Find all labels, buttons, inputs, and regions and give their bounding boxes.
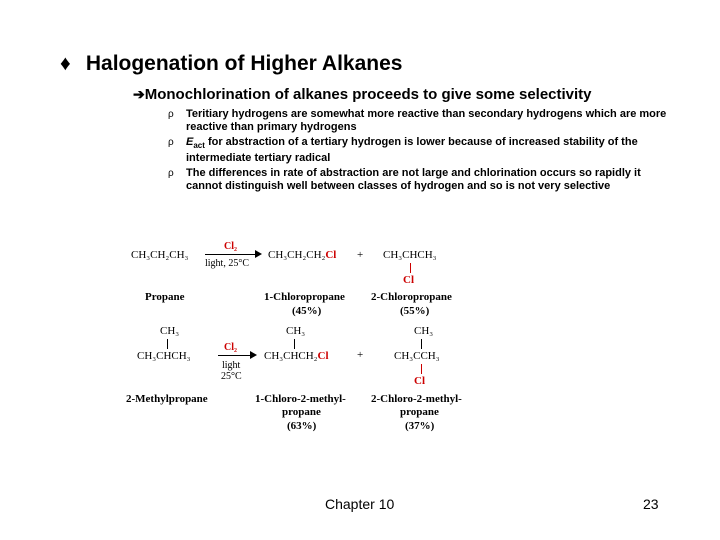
list-item: [168, 167, 668, 193]
diamond-bullet-icon: ♦: [60, 52, 71, 75]
chlorine-atom: Cl: [403, 274, 414, 286]
reagent-bottom: 25°C: [221, 371, 242, 382]
bullet-marker-icon: ρ: [168, 109, 174, 120]
product1-formula: [264, 350, 329, 362]
reaction-arrow-line: [218, 355, 250, 356]
bullet-text: The differences in rate of abstraction are not large and chlorination occurs so rapidly it cannot distinguish well between classes of hydrogen and so is not very selective: [186, 167, 641, 193]
product1-formula-text: CH₃CHCH₂: [264, 350, 318, 362]
bullet-text: Teritiary hydrogens are somewhat more reactive than secondary hydrogens which are more reactive than primary hydrogens: [186, 108, 667, 133]
bullet-marker-icon: ρ: [168, 168, 174, 180]
product1-formula-text: CH₃CH₂CH₂: [268, 249, 326, 261]
plus-sign: +: [357, 349, 364, 361]
chlorine-atom: Cl: [325, 249, 337, 261]
slide-title-text: Halogenation of Higher Alkanes: [85, 52, 403, 75]
bullet-marker-icon: ρ: [168, 137, 174, 148]
reactant-branch: CH₃: [160, 325, 180, 337]
reaction-arrowhead-icon: [255, 250, 262, 258]
reagent-top: Cl₂: [224, 342, 237, 353]
reaction-arrow-line: [205, 254, 255, 255]
bond-line: [167, 339, 168, 349]
reaction-arrowhead-icon: [250, 351, 257, 359]
bond-line: [410, 263, 411, 273]
footer-chapter: Chapter 10: [325, 496, 395, 512]
chlorine-atom: Cl: [317, 350, 329, 362]
bond-line: [421, 339, 422, 349]
product1-yield: (45%): [292, 305, 322, 317]
main-point: [133, 86, 592, 103]
reagent-bottom: light: [222, 360, 241, 371]
product2-branch: CH₃: [414, 325, 434, 337]
bullet-list: [168, 108, 668, 195]
plus-sign: +: [357, 249, 364, 261]
product1-yield: (63%): [287, 420, 317, 432]
product2-name: 2-Chloropropane: [371, 291, 452, 303]
product1-formula: [268, 249, 336, 261]
main-point-text: Monochlorination of alkanes proceeds to give some selectivity: [144, 86, 592, 103]
reactant-formula: CH₃CHCH₃: [137, 350, 191, 362]
product1-name: 1-Chloro-2-methyl-: [255, 393, 346, 405]
product2-name-line2: propane: [400, 406, 439, 418]
bond-line: [421, 364, 422, 374]
bond-line: [294, 339, 295, 349]
product2-formula: CH₃CHCH₃: [383, 249, 437, 261]
product2-yield: (55%): [400, 305, 430, 317]
bullet-text: for abstraction of a tertiary hydrogen is lower because of increased stability of the intermediate tertiary radical: [186, 136, 638, 165]
reactant-formula: CH₃CH₂CH₃: [131, 249, 189, 261]
reagent-top: Cl₂: [224, 241, 237, 252]
product2-formula: CH₃CCH₃: [394, 350, 440, 362]
list-item: [168, 136, 668, 165]
slide-title: [60, 52, 402, 76]
eact-symbol: E: [186, 136, 194, 148]
product2-yield: (37%): [405, 420, 435, 432]
footer-page-number: 23: [643, 496, 659, 512]
list-item: [168, 108, 668, 134]
product2-name: 2-Chloro-2-methyl-: [371, 393, 462, 405]
product1-branch: CH₃: [286, 325, 306, 337]
product1-name: 1-Chloropropane: [264, 291, 345, 303]
arrow-bullet-icon: ➔: [133, 86, 145, 102]
reactant-name: Propane: [145, 291, 185, 303]
reactant-name: 2-Methylpropane: [126, 393, 208, 405]
reagent-bottom: light, 25°C: [205, 258, 250, 269]
eact-subscript: act: [193, 141, 205, 151]
product1-name-line2: propane: [282, 406, 321, 418]
chlorine-atom: Cl: [414, 375, 425, 387]
